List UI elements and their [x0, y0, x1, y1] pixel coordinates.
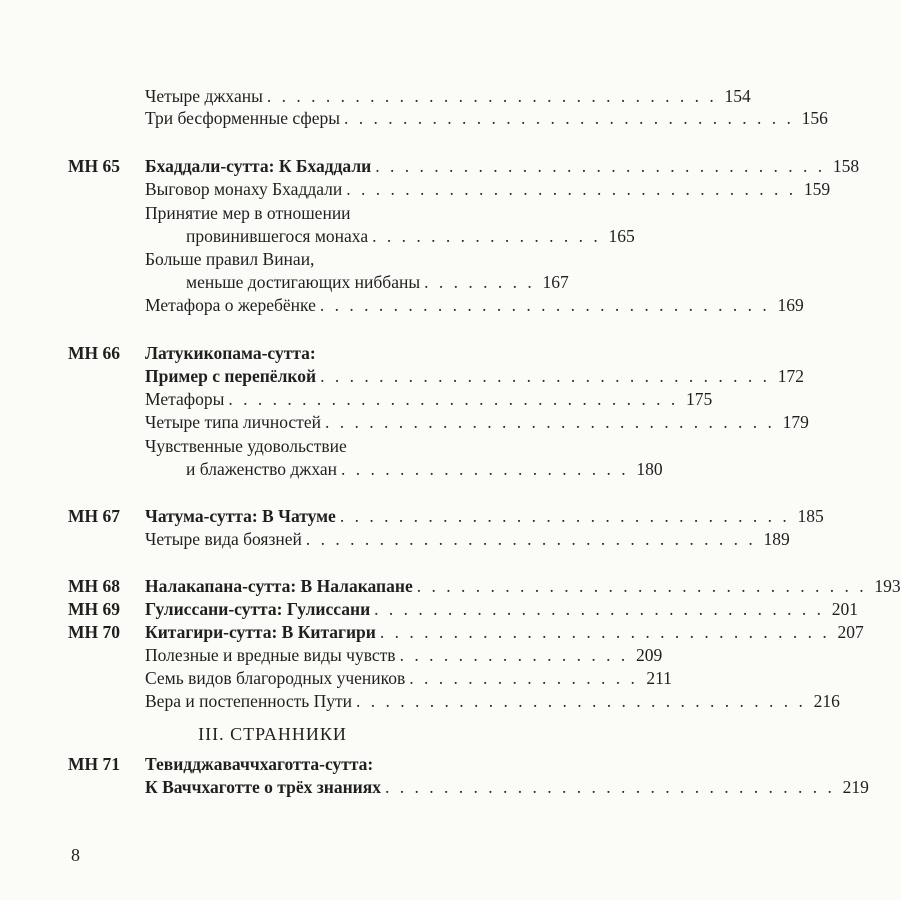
toc-title: Китагири-сутта: В Китагири: [145, 622, 376, 642]
leader-dots: . . . . . . . . . . . . . . . . . . . . . . . . . . . . . . .: [344, 108, 794, 128]
sutta-code: МН 70: [68, 622, 121, 642]
leader-dots: . . . . . . . . . . . . . . . . . . . . . . . . . . . . . . .: [379, 622, 830, 642]
toc-title: Семь видов благородных учеников: [145, 668, 406, 688]
toc-page-number: 180: [636, 459, 663, 479]
toc-title: Метафора о жеребёнке: [145, 295, 316, 315]
toc-page-number: 207: [837, 622, 864, 642]
leader-dots: . . . . . . . . . . . . . . . . . . . . . . . . . . . . . . .: [375, 156, 826, 176]
toc-page-number: 154: [724, 86, 751, 106]
page-number: 8: [71, 845, 80, 865]
toc-title: Метафоры: [145, 389, 225, 409]
leader-dots: . . . . . . . . . . . . . . . . . . . . . . . . . . . . . . .: [356, 691, 806, 711]
toc-page-number: 159: [803, 179, 831, 199]
leader-dots: . . . . . . . . . . . . . . . . . . . . . . . . . . . . . . .: [374, 599, 825, 619]
toc-page-number: 158: [832, 156, 860, 176]
toc-title: Четыре джханы: [145, 86, 263, 106]
toc-page-number: 156: [801, 108, 828, 128]
toc-page-number: 189: [763, 529, 790, 549]
toc-title: Четыре вида боязней: [145, 529, 302, 549]
toc-title: К Ваччхаготте о трёх знаниях: [145, 777, 381, 797]
toc-page-number: 179: [782, 412, 809, 432]
sutta-code: МН 71: [68, 754, 121, 774]
toc-title: Полезные и вредные виды чувств: [145, 645, 396, 665]
leader-dots: . . . . . . . . . . . . . . . .: [409, 668, 638, 688]
toc-title-line1: Принятие мер в отношении: [145, 203, 351, 223]
toc-title: провинившегося монаха: [186, 226, 369, 246]
leader-dots: . . . . . . . . . . . . . . . . . . . . . . . . . . . . . . .: [305, 529, 756, 549]
sutta-code: МН 69: [68, 599, 121, 619]
toc-page-number: 165: [608, 226, 635, 246]
toc-title-line1: Латукикопама-сутта:: [145, 343, 316, 363]
toc-title: Четыре типа личностей: [145, 412, 321, 432]
leader-dots: . . . . . . . . . . . . . . . . . . . . . . . . . . . . . . .: [346, 179, 797, 199]
toc-title: Выговор монаху Бхаддали: [145, 179, 343, 199]
toc-page-number: 209: [635, 645, 663, 665]
leader-dots: . . . . . . . . . . . . . . . .: [372, 226, 601, 246]
toc-page-number: 201: [831, 599, 859, 619]
toc-page-number: 185: [797, 506, 824, 526]
toc-title: Вера и постепенность Пути: [145, 691, 353, 711]
toc-title: Бхаддали-сутта: К Бхаддали: [145, 156, 372, 176]
toc-page-number: 175: [685, 389, 713, 409]
sutta-code: МН 68: [68, 576, 121, 596]
leader-dots: . . . . . . . . . . . . . . . . . . . . . . . . . . . . . . .: [320, 366, 770, 386]
toc-title: Пример с перепёлкой: [145, 366, 317, 386]
toc-title: и блаженство джхан: [186, 459, 338, 479]
toc-title: Три бесформенные сферы: [145, 108, 341, 128]
toc-page-number: 167: [542, 272, 569, 292]
toc-title: Налакапана-сутта: В Налакапане: [145, 576, 413, 596]
toc-page-number: 169: [777, 295, 804, 315]
sutta-code: МН 65: [68, 156, 121, 176]
leader-dots: . . . . . . . . . . . . . . . . . . . .: [341, 459, 629, 479]
leader-dots: . . . . . . . .: [424, 272, 535, 292]
leader-dots: . . . . . . . . . . . . . . . . . . . . . . . . . . . . . . .: [416, 576, 867, 596]
leader-dots: . . . . . . . . . . . . . . . . . . . . . . . . . . . . . . .: [384, 777, 835, 797]
toc-title-line1: Чувственные удовольствие: [145, 436, 347, 456]
leader-dots: . . . . . . . . . . . . . . . . . . . . . . . . . . . . . . .: [324, 412, 775, 432]
leader-dots: . . . . . . . . . . . . . . . .: [399, 645, 629, 665]
section-heading: III. СТРАННИКИ: [198, 724, 347, 744]
toc-title: Чатума-сутта: В Чатуме: [145, 506, 336, 526]
leader-dots: . . . . . . . . . . . . . . . . . . . . . . . . . . . . . . .: [319, 295, 770, 315]
leader-dots: . . . . . . . . . . . . . . . . . . . . . . . . . . . . . . .: [339, 506, 790, 526]
toc-title: меньше достигающих ниббаны: [186, 272, 421, 292]
toc-page-number: 211: [646, 668, 672, 688]
toc-page-number: 172: [777, 366, 804, 386]
leader-dots: . . . . . . . . . . . . . . . . . . . . . . . . . . . . . . .: [266, 86, 717, 106]
toc-title-line1: Тевидджаваччхаготта-сутта:: [145, 754, 374, 774]
leader-dots: . . . . . . . . . . . . . . . . . . . . . . . . . . . . . . .: [228, 389, 679, 409]
toc-page-number: 216: [813, 691, 840, 711]
toc-title: Гулиссани-сутта: Гулиссани: [145, 599, 371, 619]
toc-title-line1: Больше правил Винаи,: [145, 249, 315, 269]
toc-page-number: 193: [874, 576, 901, 596]
toc-page-number: 219: [842, 777, 869, 797]
sutta-code: МН 67: [68, 506, 121, 526]
sutta-code: МН 66: [68, 343, 121, 363]
